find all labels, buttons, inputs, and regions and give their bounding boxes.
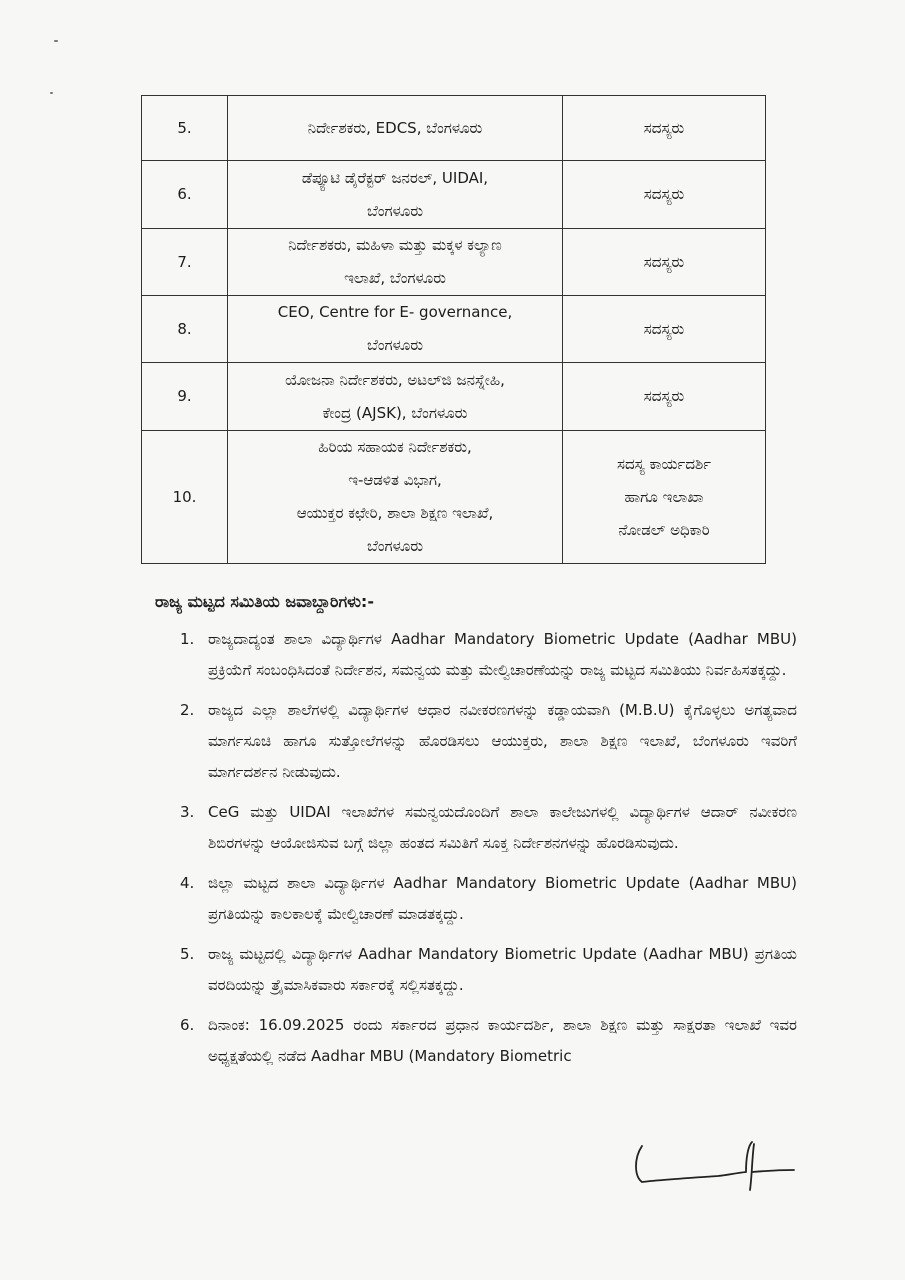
list-item <box>180 939 797 1001</box>
role-cell <box>563 229 766 296</box>
row-number: 10. <box>142 431 228 564</box>
table-row <box>142 296 766 363</box>
office-line: CEO, Centre for E- governance, <box>277 303 513 321</box>
office-cell <box>228 96 563 161</box>
list-item <box>180 868 797 930</box>
row-number: 7. <box>142 229 228 296</box>
list-item <box>180 624 797 686</box>
role-line: ಸದಸ್ಯ ಕಾರ್ಯದರ್ಶಿ <box>616 454 712 473</box>
role-cell <box>563 296 766 363</box>
role-cell <box>563 363 766 431</box>
office-cell <box>228 229 563 296</box>
role-cell <box>563 161 766 229</box>
item-number: 2. <box>180 701 195 719</box>
item-text: ರಾಜ್ಯದ ಎಲ್ಲಾ ಶಾಲೆಗಳಲ್ಲಿ ವಿದ್ಯಾರ್ಥಿಗಳ ಆಧಾರ ನವೀಕರಣಗಳನ್ನು ಕಡ್ಡಾಯವಾಗಿ (M.B.U) ಕೈಗೊಳ್ಳಲು ಅಗತ್ಯವಾದ ಮಾರ್ಗಸೂಚಿ ಹಾಗೂ ಸುತ್ತೋಲೆಗಳನ್ನು ಹೊರಡಿಸಲು ಆಯುಕ್ತರು, ಶಾಲಾ ಶಿಕ್ಷಣ ಇಲಾಖೆ, ಬೆಂಗಳೂರು ಇವರಿಗೆ ಮಾರ್ಗದರ್ಶನ ನೀಡುವುದು. <box>208 701 797 781</box>
role-line: ಹಾಗೂ ಇಲಾಖಾ <box>624 487 704 506</box>
item-text: ಜಿಲ್ಲಾ ಮಟ್ಟದ ಶಾಲಾ ವಿದ್ಯಾರ್ಥಿಗಳ Aadhar Mandatory Biometric Update (Aadhar MBU) ಪ್ರಗತಿಯನ್ನು ಕಾಲಕಾಲಕ್ಕೆ ಮೇಲ್ವಿಚಾರಣೆ ಮಾಡತಕ್ಕದ್ದು. <box>208 874 797 923</box>
role-cell <box>563 96 766 161</box>
office-line: ಬೆಂಗಳೂರು <box>366 201 424 220</box>
role-line: ಸದಸ್ಯರು <box>643 387 685 405</box>
office-line: ಹಿರಿಯ ಸಹಾಯಕ ನಿರ್ದೇಶಕರು, <box>318 438 472 456</box>
item-number: 6. <box>180 1016 195 1034</box>
office-cell <box>228 363 563 431</box>
item-text: ರಾಜ್ಯ ಮಟ್ಟದಲ್ಲಿ ವಿದ್ಯಾರ್ಥಿಗಳ Aadhar Mandatory Biometric Update (Aadhar MBU) ಪ್ರಗತಿಯ ವರದಿಯನ್ನು ತ್ರೈಮಾಸಿಕವಾರು ಸರ್ಕಾರಕ್ಕೆ ಸಲ್ಲಿಸತಕ್ಕದ್ದು. <box>208 945 797 994</box>
row-number: 5. <box>142 96 228 161</box>
table-row <box>142 363 766 431</box>
role-line: ಸದಸ್ಯರು <box>643 252 685 271</box>
office-line: ಬೆಂಗಳೂರು <box>366 537 424 555</box>
office-line: ಆಯುಕ್ತರ ಕಛೇರಿ, ಶಾಲಾ ಶಿಕ್ಷಣ ಇಲಾಖೆ, <box>296 504 494 522</box>
row-number: 6. <box>142 161 228 229</box>
office-line: ಯೋಜನಾ ನಿರ್ದೇಶಕರು, ಅಟಲ್‌ಜಿ ಜನಸ್ನೇಹಿ, <box>285 370 505 389</box>
role-line: ನೋಡಲ್ ಅಧಿಕಾರಿ <box>618 520 710 539</box>
table-row <box>142 161 766 229</box>
table-row <box>142 229 766 296</box>
row-number: 9. <box>142 363 228 431</box>
signature-icon <box>628 1138 798 1193</box>
scan-speck <box>54 40 58 42</box>
office-line: ಇಲಾಖೆ, ಬೆಂಗಳೂರು <box>344 269 446 287</box>
row-number: 8. <box>142 296 228 363</box>
office-line: ಇ-ಆಡಳಿತ ವಿಭಾಗ, <box>348 471 442 489</box>
role-cell <box>563 431 766 564</box>
table-row <box>142 96 766 161</box>
role-line: ಸದಸ್ಯರು <box>643 185 685 203</box>
list-item <box>180 695 797 788</box>
item-number: 4. <box>180 874 195 892</box>
office-line: ನಿರ್ದೇಶಕರು, EDCS, ಬೆಂಗಳೂರು <box>307 118 483 137</box>
responsibilities-list <box>180 624 797 1081</box>
item-text: CeG ಮತ್ತು UIDAI ಇಲಾಖೆಗಳ ಸಮನ್ವಯದೊಂದಿಗೆ ಶಾಲಾ ಕಾಲೇಜುಗಳಲ್ಲಿ ವಿದ್ಯಾರ್ಥಿಗಳ ಆದಾರ್ ನವೀಕರಣ ಶಿಬಿರಗಳನ್ನು ಆಯೋಜಿಸುವ ಬಗ್ಗೆ ಜಿಲ್ಲಾ ಹಂತದ ಸಮಿತಿಗೆ ಸೂಕ್ತ ನಿರ್ದೇಶನಗಳನ್ನು ಹೊರಡಿಸುವುದು. <box>208 803 797 852</box>
scan-speck <box>50 92 53 94</box>
office-cell <box>228 161 563 229</box>
committee-members-table <box>141 95 766 564</box>
table-row <box>142 431 766 564</box>
role-line: ಸದಸ್ಯರು <box>643 118 685 137</box>
role-line: ಸದಸ್ಯರು <box>643 319 685 338</box>
office-cell <box>228 431 563 564</box>
office-line: ಡೆಪ್ಯೂಟಿ ಡೈರೆಕ್ಟರ್ ಜನರಲ್, UIDAI, <box>301 168 489 187</box>
item-text: ರಾಜ್ಯದಾದ್ಯಂತ ಶಾಲಾ ವಿದ್ಯಾರ್ಥಿಗಳ Aadhar Mandatory Biometric Update (Aadhar MBU) ಪ್ರಕ್ರಿಯೆಗೆ ಸಂಬಂಧಿಸಿದಂತೆ ನಿರ್ದೇಶನ, ಸಮನ್ವಯ ಮತ್ತು ಮೇಲ್ವಿಚಾರಣೆಯನ್ನು ರಾಜ್ಯ ಮಟ್ಟದ ಸಮಿತಿಯು ನಿರ್ವಹಿಸತಕ್ಕದ್ದು. <box>208 630 797 679</box>
item-text: ದಿನಾಂಕ: 16.09.2025 ರಂದು ಸರ್ಕಾರದ ಪ್ರಧಾನ ಕಾರ್ಯದರ್ಶಿ, ಶಾಲಾ ಶಿಕ್ಷಣ ಮತ್ತು ಸಾಕ್ಷರತಾ ಇಲಾಖೆ ಇವರ ಅಧ್ಯಕ್ಷತೆಯಲ್ಲಿ ನಡೆದ Aadhar MBU (Mandatory Biometric <box>208 1016 797 1065</box>
item-number: 3. <box>180 803 195 821</box>
office-line: ನಿರ್ದೇಶಕರು, ಮಹಿಳಾ ಮತ್ತು ಮಕ್ಕಳ ಕಲ್ಯಾಣ <box>288 236 502 254</box>
office-line: ಬೆಂಗಳೂರು <box>366 336 424 354</box>
list-item <box>180 797 797 859</box>
office-line: ಕೇಂದ್ರ (AJSK), ಬೆಂಗಳೂರು <box>322 403 468 422</box>
section-heading: ರಾಜ್ಯ ಮಟ್ಟದ ಸಮಿತಿಯ ಜವಾಬ್ದಾರಿಗಳು:- <box>155 592 374 611</box>
item-number: 1. <box>180 630 195 648</box>
list-item <box>180 1010 797 1072</box>
item-number: 5. <box>180 945 195 963</box>
office-cell <box>228 296 563 363</box>
